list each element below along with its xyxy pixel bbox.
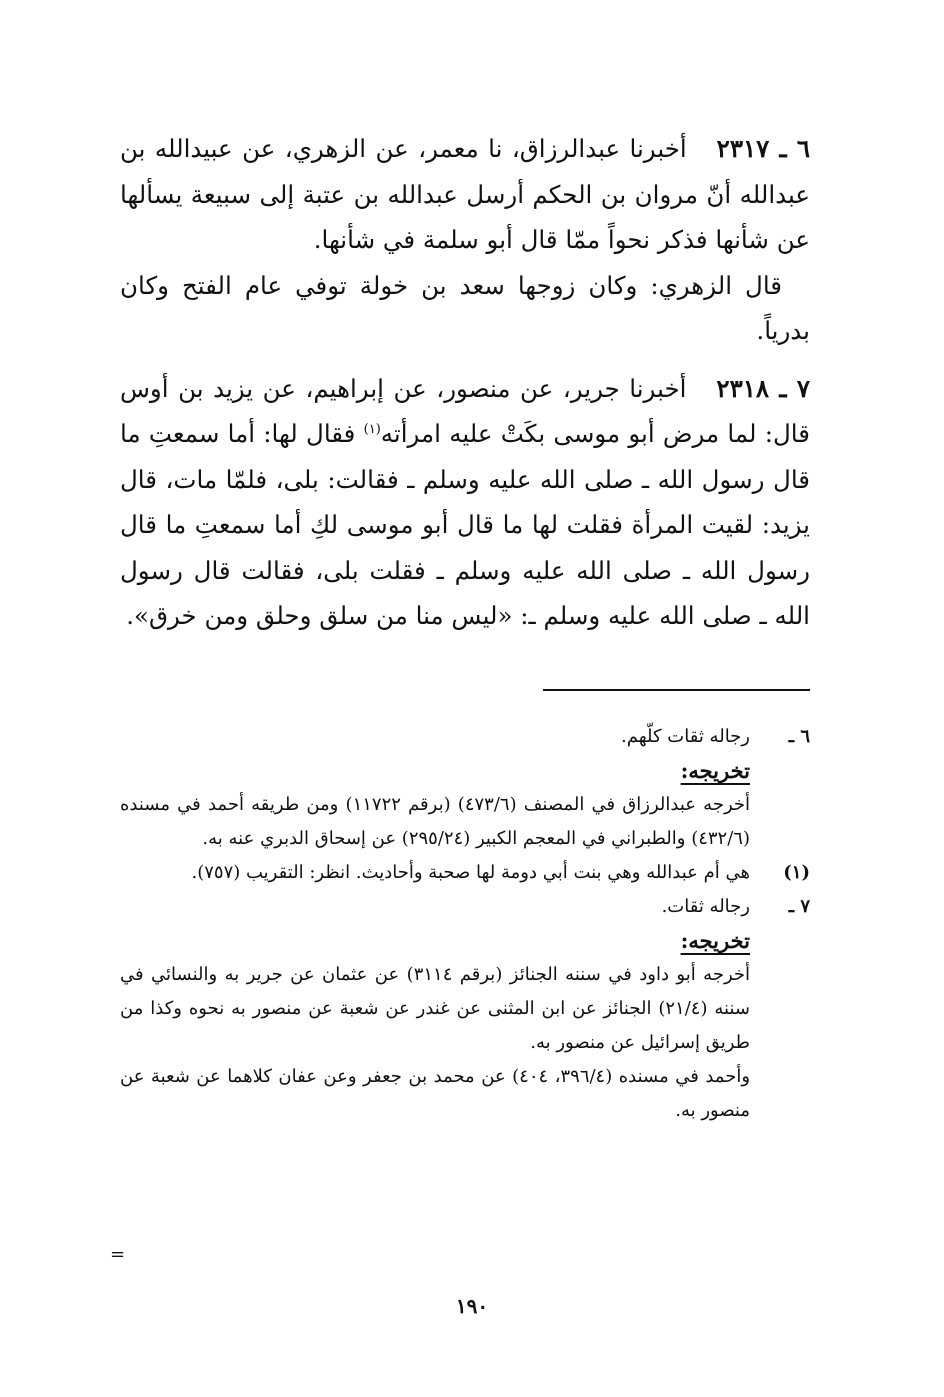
footnote-reference: (١) — [363, 421, 381, 437]
hadith-2317-comment: قال الزهري: وكان زوجها سعد بن خولة توفي عام الفتح وكان بدرياً. — [120, 270, 810, 345]
hadith-number: ٦ ـ ٢٣١٧ — [716, 134, 810, 163]
hadith-number: ٧ ـ ٢٣١٨ — [716, 373, 810, 403]
main-text — [120, 126, 810, 639]
note-label: ٧ ـ — [788, 896, 810, 917]
note-text: رجاله ثقات كلّهم. — [621, 726, 750, 747]
footnote-separator — [543, 689, 810, 691]
hadith-text: أخبرنا عبدالرزاق، نا معمر، عن الزهري، عن عبيدالله بن عبدالله أنّ مروان بن الحكم أرسل عبدالله بن عتبة إلى سبيعة يسألها عن شأنها فذكر نحواً ممّا قال أبو سلمة في شأنها. — [120, 134, 810, 254]
note-text: هي أم عبدالله وهي بنت أبي دومة لها صحبة وأحاديث. انظر: التقريب (٧٥٧). — [191, 862, 750, 883]
takhrij-text: أخرجه أبو داود في سننه الجنائز (برقم ٣١١٤) عن عثمان عن جرير به والنسائي في سننه (٢١/٤) الجنائز عن ابن المثنى عن غندر عن شعبة عن منصور به نحوه وكذا من طريق إسرائيل عن منصور به. — [120, 964, 751, 1053]
takhrij-heading: تخريجه: — [680, 758, 750, 783]
page-number: ١٩٠ — [455, 1294, 489, 1318]
takhrij-text: أخرجه عبدالرزاق في المصنف (٤٧٣/٦) (برقم ١١٧٢٢) ومن طريقه أحمد في مسنده (٤٣٢/٦) والطبراني في المعجم الكبير (٢٩٥/٢٤) عن إسحاق الدبري عنه به. — [120, 794, 751, 849]
hadith-2317 — [120, 126, 810, 263]
hadith-text-part-b: فقال لها: أما سمعتِ ما قال رسول الله ـ صلى الله عليه وسلم ـ فقالت: بلى، فلمّا مات، قال يزيد: لقيت المرأة فقلت لها ما قال أبو موسى لكِ أما سمعتِ ما قال رسول الله ـ صلى الله عليه وسلم ـ فقلت بلى، فقالت قال رسول الله ـ صلى الله عليه وسلم ـ: «ليس منا من سلق وحلق ومن خرق». — [120, 419, 810, 630]
note-text: رجاله ثقات. — [661, 896, 750, 917]
note-6 — [120, 720, 810, 754]
takhrij-heading: تخريجه: — [680, 928, 750, 953]
takhrij-text: وأحمد في مسنده (٣٩٦/٤، ٤٠٤) عن محمد بن جعفر وعن عفان كلاهما عن شعبة عن منصور به. — [120, 1066, 751, 1121]
hadith-text-part-a: أخبرنا جرير، عن منصور، عن إبراهيم، عن يزيد بن أوس قال: لما مرض أبو موسى بكَتْ عليه امرأته — [120, 373, 810, 448]
footnote-1 — [120, 856, 810, 890]
continuation-mark: = — [110, 1244, 126, 1265]
note-label: (١) — [783, 862, 810, 883]
hadith-2318 — [120, 366, 810, 639]
note-label: ٦ ـ — [788, 726, 810, 747]
footnotes — [120, 720, 810, 1128]
note-7 — [120, 890, 810, 924]
